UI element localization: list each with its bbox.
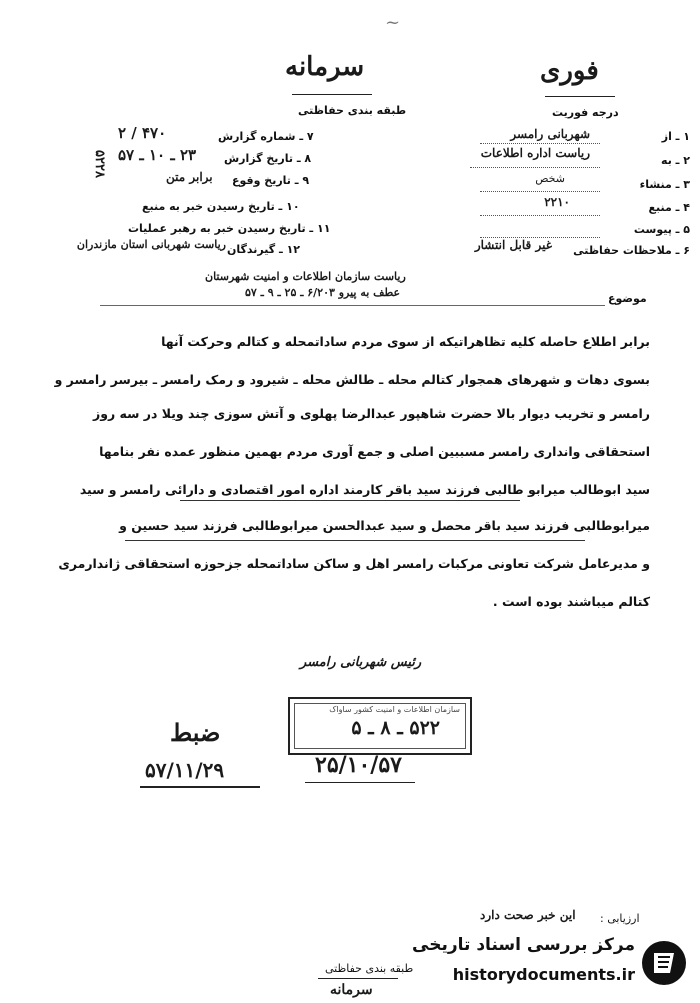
stamp-date: ۲۵/۱۰/۵۷ <box>315 752 402 778</box>
field-source-date-label: ۱۰ ـ تاریخ رسیدن خبر به منبع <box>142 200 300 213</box>
top-mark: ~ <box>385 12 401 33</box>
footer-comment-label: ارزیابی : <box>600 912 640 925</box>
field-security-value: غیر قابل انتشار <box>474 238 552 252</box>
annotation-date: ۵۷/۱۱/۲۹ <box>145 758 225 782</box>
body-line: رامسر و تخریب دیوار بالا حضرت شاهپور عبدالرضا پهلوی و آتش سوزی چند ویلا در سه روز <box>93 406 650 421</box>
field-origin-label: ۳ ـ منشاء <box>639 178 690 191</box>
subject-label: موضوع <box>608 292 647 305</box>
field-to-line <box>470 167 600 168</box>
field-report-date-label: ۸ ـ تاریخ گزارش <box>224 152 312 165</box>
body-underline <box>125 540 585 541</box>
annotation-underline <box>140 786 260 788</box>
field-attachment-label: ۵ ـ پیوست <box>633 223 690 236</box>
field-origin-line <box>480 191 600 192</box>
stamp-number: ۵۲۲ ـ ۸ ـ ۵ <box>351 717 440 739</box>
field-origin-value: شخص <box>535 172 565 185</box>
field-from-line <box>480 143 600 144</box>
urgency-label: درجه فوریت <box>552 106 619 119</box>
subject-line1: ریاست سازمان اطلاعات و امنیت شهرستان <box>205 270 406 283</box>
header-left-title: سرمانه <box>285 52 365 82</box>
field-to-value: ریاست اداره اطلاعات <box>480 146 590 160</box>
body-line: میرابوطالبی فرزند سید باقر محصل و سید عبدالحسن میرابوطالبی فرزند سید حسین و <box>119 518 650 533</box>
field-to-label: ۲ ـ به <box>661 154 690 167</box>
classification-label: طبقه بندی حفاظتی <box>298 104 407 117</box>
subject-line2: عطف به پیرو ۶/۲۰۳ ـ ۲۵ ـ ۹ ـ ۵۷ <box>245 286 401 299</box>
header-right-title: فوری <box>540 56 599 86</box>
footer-comment-value: این خبر صحت دارد <box>480 908 576 922</box>
stamp-date-underline <box>305 782 415 783</box>
site-watermark <box>412 935 690 995</box>
body-line: بسوی دهات و شهرهای همجوار کتالم محله ـ طالش محله ـ شیرود و رمک رامسر ـ بیرسر رامسر و <box>54 372 650 387</box>
site-name: مرکز بررسی اسناد تاریخی <box>412 935 635 955</box>
field-ops-date-label: ۱۱ ـ تاریخ رسیدن خبر به رهبر عملیات <box>128 222 331 235</box>
field-source-label: ۴ ـ منبع <box>648 201 690 214</box>
body-underline <box>180 500 520 501</box>
field-from-value: شهربانی رامسر <box>510 127 590 141</box>
reference-stamp <box>288 697 472 755</box>
logo-icon <box>640 939 688 987</box>
field-source-value: ۲۲۱۰ <box>544 195 570 209</box>
body-line: استحقاقی وانداری رامسر مسببین اصلی و جمع آوری مردم بهمین منظور عمده نفر بنامها <box>99 444 650 459</box>
footer-classification-rule <box>318 978 398 979</box>
field-from-label: ۱ ـ از <box>661 130 690 143</box>
stamp-header: سازمان اطلاعات و امنیت کشور ساواک <box>329 705 460 714</box>
header-left-rule <box>292 94 372 95</box>
footer-classification-label: طبقه بندی حفاظتی <box>325 962 414 975</box>
field-report-date-value: ۲۳ ـ ۱۰ ـ ۵۷ <box>118 146 197 164</box>
field-event-date-value: برابر متن <box>166 170 213 184</box>
side-number: ۵۲۲۸ <box>92 150 107 178</box>
site-url: historydocuments.ir <box>452 965 635 984</box>
field-recipients-label: ۱۲ ـ گیرندگان <box>227 243 300 256</box>
signature: رئیس شهربانی رامسر <box>300 655 422 670</box>
header-right-rule <box>545 96 615 97</box>
field-report-no-label: ۷ ـ شماره گزارش <box>218 130 314 143</box>
body-line: کتالم میباشند بوده است . <box>492 594 650 609</box>
field-security-label: ۶ ـ ملاحظات حفاظتی <box>573 244 690 257</box>
body-line: و مدیرعامل شرکت تعاونی مرکبات رامسر اهل و ساکن ساداتمحله جزحوزه استحقاقی ژاندارمری <box>58 556 650 571</box>
annotation-word: ضبط <box>170 718 221 747</box>
field-recipients-value: ریاست شهربانی استان مازندران <box>76 238 226 251</box>
footer-classification-value: سرمانه <box>330 982 373 998</box>
subject-rule <box>100 305 605 306</box>
field-event-date-label: ۹ ـ تاریخ وقوع <box>232 174 310 187</box>
body-line: سید ابوطالب میرابو طالبی فرزند سید باقر کارمند اداره امور اقتصادی و دارائی رامسر و سید <box>79 482 650 497</box>
field-source-line <box>480 215 600 216</box>
body-line: برابر اطلاع حاصله کلیه تظاهراتیکه از سوی مردم ساداتمحله و کتالم وحرکت آنها <box>161 334 650 349</box>
field-report-no-value: ۴۷۰ / ۲ <box>118 124 167 142</box>
